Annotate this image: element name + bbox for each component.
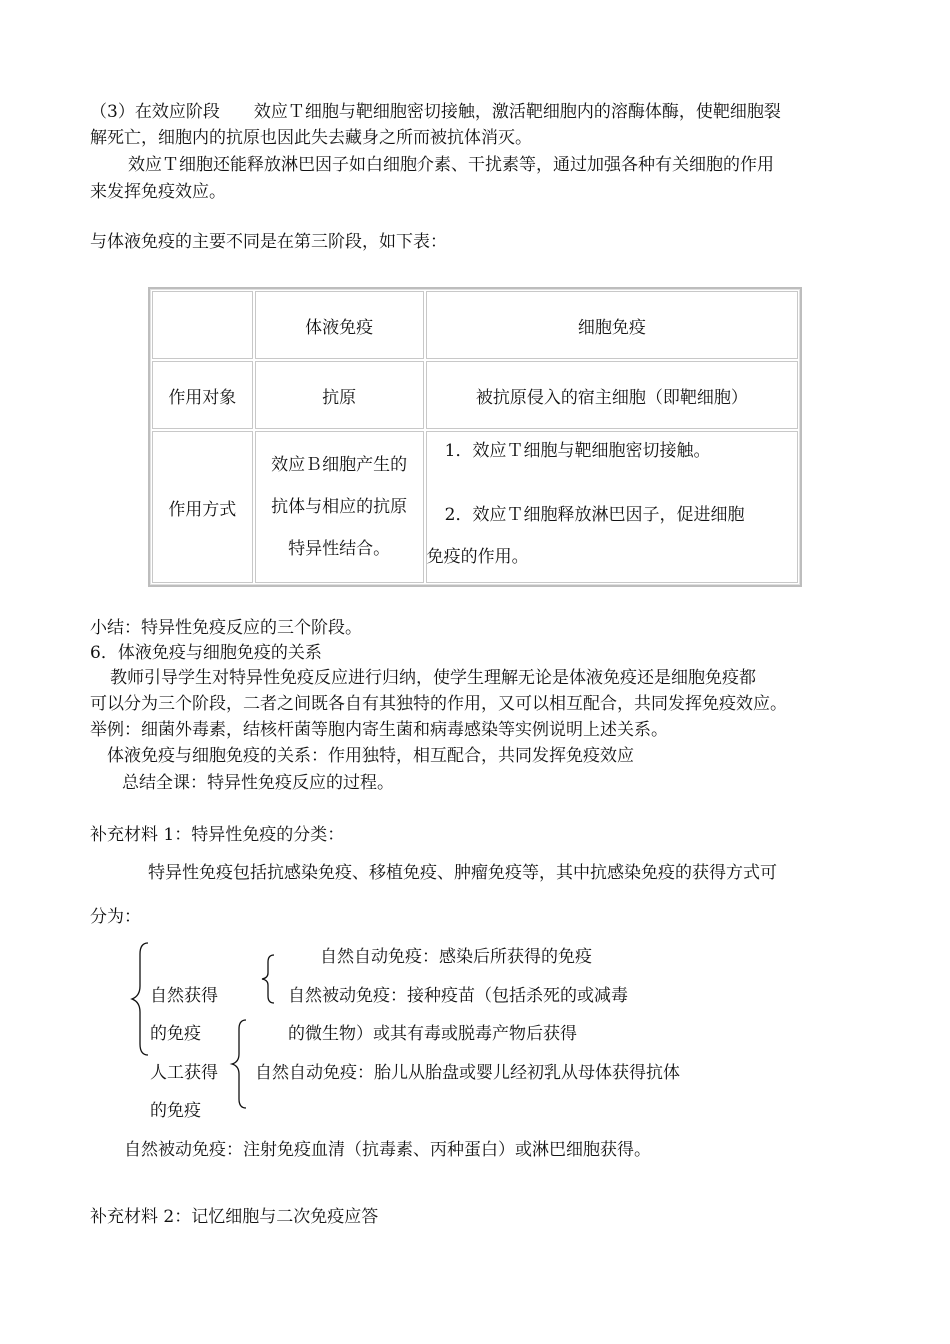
- paragraph-line: 举例：细菌外毒素，结核杆菌等胞内寄生菌和病毒感染等实例说明上述关系。: [90, 720, 668, 740]
- supplement-title: 补充材料 2：记忆细胞与二次免疫应答: [90, 1207, 379, 1227]
- paragraph-line: 体液免疫与细胞免疫的关系：作用独特，相互配合，共同发挥免疫效应: [107, 746, 634, 766]
- paragraph-line: （3）在效应阶段 效应Ｔ细胞与靶细胞密切接触，激活靶细胞内的溶酶体酶，使靶细胞裂: [90, 102, 781, 122]
- comparison-table: [148, 287, 802, 587]
- artificial-brace-icon: [228, 1018, 250, 1110]
- table-cell-line: 免疫的作用。: [426, 547, 529, 567]
- table-header-cellular: 细胞免疫: [426, 291, 798, 359]
- table-row-label: 作用方式: [152, 431, 253, 583]
- classification-item: 自然自动免疫：感染后所获得的免疫: [320, 947, 592, 967]
- paragraph-line: 来发挥免疫效应。: [90, 182, 226, 202]
- paragraph-line: 与体液免疫的主要不同是在第三阶段，如下表：: [90, 232, 447, 252]
- classification-group-label: 的免疫: [150, 1101, 201, 1121]
- table-row: [152, 361, 798, 429]
- classification-item: 自然被动免疫：接种疫苗（包括杀死的或减毒: [288, 986, 628, 1006]
- table-cell-line: 2．效应Ｔ细胞释放淋巴因子，促进细胞: [444, 505, 745, 525]
- paragraph-line: 可以分为三个阶段，二者之间既各自有其独特的作用，又可以相互配合，共同发挥免疫效应。: [90, 694, 787, 714]
- supplement-title: 补充材料 1：特异性免疫的分类：: [90, 825, 345, 845]
- table-cell: [255, 431, 424, 583]
- classification-item: 的微生物）或其有毒或脱毒产物后获得: [288, 1024, 577, 1044]
- table-cell-line: 抗体与相应的抗原: [271, 497, 408, 517]
- table-row: [152, 431, 798, 583]
- table-row-label: 作用对象: [152, 361, 253, 429]
- paragraph-line: 特异性免疫包括抗感染免疫、移植免疫、肿瘤免疫等，其中抗感染免疫的获得方式可: [148, 863, 777, 883]
- section-heading: 6．体液免疫与细胞免疫的关系: [90, 643, 322, 663]
- table-cell-line: 效应Ｂ细胞产生的: [271, 455, 408, 475]
- table-header-row: [152, 291, 798, 359]
- classification-group-label: 人工获得: [150, 1063, 218, 1083]
- classification-group-label: 自然获得: [150, 986, 218, 1006]
- table-cell: 抗原: [255, 361, 424, 429]
- classification-group-label: 的免疫: [150, 1024, 201, 1044]
- paragraph-line: 效应Ｔ细胞还能释放淋巴因子如白细胞介素、干扰素等，通过加强各种有关细胞的作用: [128, 155, 774, 175]
- table-cell-line: 1．效应Ｔ细胞与靶细胞密切接触。: [444, 441, 711, 461]
- table-corner-cell: [152, 291, 253, 359]
- paragraph-line: 分为：: [90, 907, 141, 927]
- natural-brace-icon: [258, 953, 278, 1005]
- paragraph-line: 教师引导学生对特异性免疫反应进行归纳，使学生理解无论是体液免疫还是细胞免疫都: [110, 668, 756, 688]
- table-cell-line: 特异性结合。: [288, 539, 391, 559]
- paragraph-line: 总结全课：特异性免疫反应的过程。: [122, 773, 394, 793]
- outer-brace-icon: [128, 940, 152, 1058]
- table-cell: [426, 431, 798, 583]
- table-cell: 被抗原侵入的宿主细胞（即靶细胞）: [426, 361, 798, 429]
- table-header-humoral: 体液免疫: [255, 291, 424, 359]
- summary-line: 小结：特异性免疫反应的三个阶段。: [90, 618, 362, 638]
- classification-item: 自然被动免疫：注射免疫血清（抗毒素、丙种蛋白）或淋巴细胞获得。: [124, 1140, 651, 1160]
- paragraph-line: 解死亡，细胞内的抗原也因此失去藏身之所而被抗体消灭。: [90, 128, 532, 148]
- classification-item: 自然自动免疫：胎儿从胎盘或婴儿经初乳从母体获得抗体: [255, 1063, 680, 1083]
